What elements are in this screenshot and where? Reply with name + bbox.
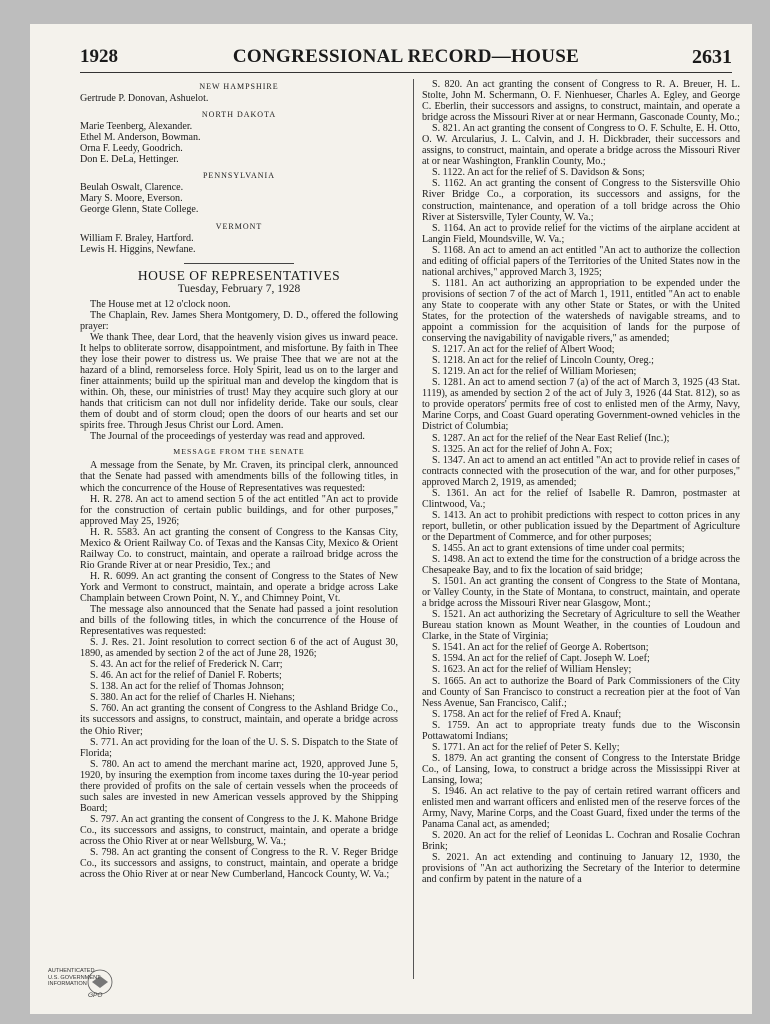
bill-entry: S. 1946. An act relative to the pay of certain retired warrant officers and enlisted men and warrant officers and enlisted men of the reserve forces of the Army, Navy, Marine Corps, and the Coast Guard, fixed under the terms of the Panama Canal act, as amended; (422, 786, 740, 831)
bill-entry: S. 1122. An act for the relief of S. Davidson & Sons; (432, 167, 645, 179)
postmaster-name: Lewis H. Higgins, Newfane. (80, 243, 196, 255)
bill-entry: S. 1347. An act to amend an act entitled "An act to provide relief in cases of contracts connected with the prosecution of the war, and for other purposes," approved March 2, 1919, as amended; (422, 454, 740, 488)
header-year: 1928 (80, 46, 118, 67)
bill-entry: S. 1164. An act to provide relief for the victims of the airplane accident at Langin Field, Moundsville, W. Va.; (422, 222, 740, 245)
paragraph: S. 43. An act for the relief of Frederick N. Carr; (90, 659, 283, 671)
column-divider (413, 79, 414, 979)
bill-entry: S. 1665. An act to authorize the Board of Park Commissioners of the City and County of San Francisco to construct a recreation pier at the foot of Van Ness Avenue, San Francisco, Calif.; (422, 675, 740, 709)
state-heading: PENNSYLVANIA (202, 171, 275, 181)
house-heading: HOUSE OF REPRESENTATIVES (137, 267, 341, 283)
stamp-line: INFORMATION (48, 981, 87, 988)
postmaster-name: Don E. DeLa, Hettinger. (80, 154, 179, 166)
bill-entry: S. 1771. An act for the relief of Peter S. Kelly; (432, 741, 620, 753)
bill-entry: S. 1541. An act for the relief of George A. Robertson; (432, 642, 649, 654)
bill-entry: S. 1413. An act to prohibit predictions with respect to cotton prices in any report, bulletin, or other publication issued by the Department of Agriculture or the Department of Commerce, and for other purposes; (422, 509, 740, 543)
postmaster-name: Beulah Oswalt, Clarence. (80, 182, 184, 194)
state-heading: NORTH DAKOTA (201, 110, 277, 120)
state-heading: VERMONT (215, 221, 263, 231)
bill-entry: S. 1219. An act for the relief of William Moriesen; (432, 366, 637, 378)
bill-entry: S. 1361. An act for the relief of Isabelle R. Damron, postmaster at Clintwood, Va.; (422, 487, 740, 510)
paragraph: A message from the Senate, by Mr. Craven, its principal clerk, announced that the Senate had passed with amendments bills of the following titles, in which the concurrence of the House of Representatives was requested: (80, 460, 398, 494)
bill-entry: S. 1521. An act authorizing the Secretary of Agriculture to sell the Weather Bureau station known as Mount Weather, in the counties of Loudoun and Clarke, in the State of Virginia; (422, 609, 740, 643)
document-page (30, 24, 752, 1014)
postmaster-name: Mary S. Moore, Everson. (80, 193, 183, 205)
stamp-line: U.S. GOVERNMENT (48, 974, 101, 981)
paragraph: S. J. Res. 21. Joint resolution to correct section 6 of the act of August 30, 1890, as amended by section 2 of the act of June 28, 1926; (80, 637, 398, 660)
paragraph: H. R. 6099. An act granting the consent of Congress to the States of New York and Vermont to construct, maintain, and operate a bridge across Lake Champlain between Crown Point, N. Y., and Chimney Point, Vt. (80, 570, 398, 604)
paragraph: The House met at 12 o'clock noon. (90, 298, 231, 310)
header-page-number: 2631 (692, 46, 732, 68)
paragraph: The message also announced that the Senate had passed a joint resolution and bills of the following titles, in which the concurrence of the House of Representatives was requested: (80, 604, 398, 638)
paragraph: H. R. 5583. An act granting the consent of Congress to the Kansas City, Mexico & Orient Railway Co. of Texas and the Kansas City, Mexico & Orient Railway Co. to construct, maintain, and operate a railroad bridge across the Rio Grande River at or near Presidio, Tex.; and (80, 526, 398, 571)
paragraph: S. 798. An act granting the consent of Congress to the R. V. Reger Bridge Co., its successors and assigns, to construct, maintain, and operate a bridge across the Ohio River at or near New Cumberland, Hancock County, W. Va.; (80, 847, 398, 881)
bill-entry: S. 1759. An act to appropriate treaty funds due to the Wisconsin Pottawatomi Indians; (422, 719, 740, 742)
paragraph: S. 797. An act granting the consent of Congress to the J. K. Mahone Bridge Co., its successors and assigns, to construct, maintain, and operate a bridge across the Ohio River at or near Wellsburg, W. Va.; (80, 813, 398, 847)
stamp-line: AUTHENTICATED (48, 968, 95, 974)
page-header (80, 46, 732, 73)
left-column (80, 79, 398, 880)
right-column (422, 79, 740, 885)
bill-entry: S. 1287. An act for the relief of the Near East Relief (Inc.); (432, 432, 670, 444)
postmaster-name: George Glenn, State College. (80, 204, 199, 216)
postmaster-name: William F. Braley, Hartford. (80, 232, 194, 244)
paragraph: H. R. 278. An act to amend section 5 of the act entitled "An act to provide for the construction of certain public buildings, and for other purposes," approved May 25, 1926; (80, 493, 398, 527)
state-heading: NEW HAMPSHIRE (199, 82, 279, 91)
section-rule (184, 263, 294, 264)
paragraph: The Chaplain, Rev. James Shera Montgomery, D. D., offered the following prayer: (80, 309, 398, 332)
paragraph: S. 46. An act for the relief of Daniel F. Roberts; (90, 670, 282, 682)
header-title: CONGRESSIONAL RECORD—HOUSE (232, 46, 580, 67)
bill-entry: S. 1162. An act granting the consent of Congress to the Sistersville Ohio River Bridge Co., a corporation, its successors and assigns, for the construction, maintenance, and operation of a toll bridge across the Ohio River at Sistersville, Tyler County, W. Va.; (422, 178, 740, 223)
postmaster-name: Orna F. Leedy, Goodrich. (80, 143, 183, 155)
bill-entry: S. 1498. An act to extend the time for the construction of a bridge across the Chesapeake Bay, and to fix the location of said bridge; (422, 554, 740, 577)
bill-entry: S. 1281. An act to amend section 7 (a) of the act of March 3, 1925 (43 Stat. 1119), as amended by section 2 of the act of July 3, 1926 (44 Stat. 812), so as to provide operators' permits free of cost to enlisted men of the Army, Navy, Marine Corps, and Coast Guard operating Government-owned vehicles in the District of Columbia; (422, 377, 740, 433)
bill-entry: S. 1325. An act for the relief of John A. Fox; (432, 443, 613, 455)
bill-entry: S. 820. An act granting the consent of Congress to R. A. Breuer, H. L. Stolte, John M. Schermann, O. F. Nienhueser, Charles A. Egley, and George C. Eberlin, their successors and assigns, to construct, maintain, and operate a bridge across the Missouri River at or near Hermann, Gasconade County, Mo.; (422, 79, 740, 124)
paragraph: We thank Thee, dear Lord, that the heavenly vision gives us inward peace. It helps to obliterate sorrow, disappointment, and misfortune. By faith in Thee they lose their power to distress us. We praise Thee that we are not at the hazard of a blind, remorseless force. Holy Spirit, lead us on to the larger and finer attainments; build up the spiritual man and develop the kingdom that is within. Oh, these, our ministries of trust! May they acquire such glory at our hands that criticism can not dull nor infidelity deride. Take our souls, clear them of doubt and of storm cloud; open the doors of our hearts and set our spirits free. Through Jesus Christ our Lord. Amen. (80, 331, 398, 432)
authenticated-gpo-stamp (48, 964, 120, 1004)
session-date: Tuesday, February 7, 1928 (177, 282, 301, 295)
stamp-agency: GPO (88, 992, 103, 999)
paragraph: S. 138. An act for the relief of Thomas Johnson; (90, 681, 285, 693)
bill-entry: S. 1218. An act for the relief of Lincoln County, Oreg.; (432, 355, 654, 367)
postmaster-name: Ethel M. Anderson, Bowman. (80, 132, 201, 144)
bill-entry: S. 1623. An act for the relief of William Hensley; (432, 664, 632, 676)
bill-entry: S. 1455. An act to grant extensions of time under coal permits; (432, 542, 685, 554)
paragraph: S. 780. An act to amend the merchant marine act, 1920, approved June 5, 1920, by insuring the exemption from income taxes during the 10-year period there provided of profits on the sale of certain vessels when the proceeds of such sales are invested in new American vessels approved by the Shipping Board; (80, 758, 398, 814)
bill-entry: S. 2021. An act extending and continuing to January 12, 1930, the provisions of "An act authorizing the Secretary of the Interior to determine and confirm by patent in the nature of a (422, 852, 740, 886)
bill-entry: S. 1879. An act granting the consent of Congress to the Interstate Bridge Co., of Lansing, Iowa, to construct a bridge across the Mississippi River at Lansing, Iowa; (422, 752, 740, 786)
paragraph: S. 771. An act providing for the loan of the U. S. S. Dispatch to the State of Florida; (80, 736, 398, 759)
postmaster-name: Marie Teenberg, Alexander. (80, 121, 193, 133)
bill-entry: S. 821. An act granting the consent of Congress to O. F. Schulte, E. H. Otto, O. W. Arcularius, J. L. Calvin, and J. H. Dickbrader, their successors and assigns, to construct, maintain, and operate a bridge across the Missouri River at or near Washington, Franklin County, Mo.; (422, 123, 740, 168)
bill-entry: S. 1594. An act for the relief of Capt. Joseph W. Loef; (432, 653, 650, 665)
postmaster-name: Gertrude P. Donovan, Ashuelot. (80, 93, 209, 105)
paragraph: The Journal of the proceedings of yesterday was read and approved. (90, 431, 365, 443)
paragraph: S. 380. An act for the relief of Charles H. Niehans; (90, 692, 295, 704)
bill-entry: S. 1758. An act for the relief of Fred A. Knauf; (432, 708, 622, 720)
bill-entry: S. 1217. An act for the relief of Albert Wood; (432, 344, 615, 356)
message-heading: MESSAGE FROM THE SENATE (173, 447, 305, 457)
bill-entry: S. 1168. An act to amend an act entitled "An act to authorize the collection and editing of official papers of the Territories of the United States now in the national archives," approved March 3, 1925; (422, 244, 740, 278)
paragraph: S. 760. An act granting the consent of Congress to the Ashland Bridge Co., its successors and assigns, to construct, maintain, and operate a bridge across the Ohio River; (80, 703, 398, 737)
bill-entry: S. 1501. An act granting the consent of Congress to the State of Montana, or Valley County, in the State of Montana, to construct, maintain, and operate a bridge across the Missouri River near Glasgow, Mont.; (422, 576, 740, 610)
bill-entry: S. 1181. An act authorizing an appropriation to be expended under the provisions of section 7 of the act of March 1, 1911, entitled "An act to enable any State to cooperate with any other State or States, or with the United States, for the protection of the watersheds of navigable streams, and to appoint a commission for the acquisition of lands for the purpose of conserving the navigability of navigable rivers," as amended; (422, 277, 740, 345)
bill-entry: S. 2020. An act for the relief of Leonidas L. Cochran and Rosalie Cochran Brink; (422, 830, 740, 853)
